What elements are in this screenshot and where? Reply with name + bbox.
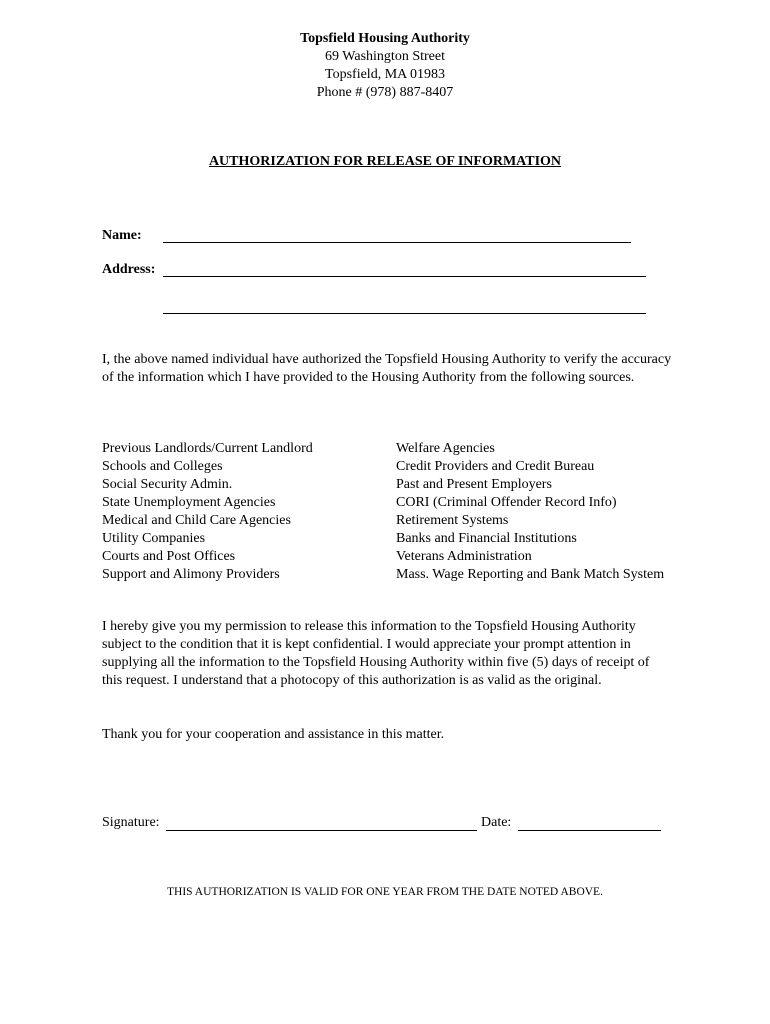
phone-number: Phone # (978) 887-8407 xyxy=(316,85,454,100)
date-field-line[interactable] xyxy=(518,830,661,831)
list-item: Past and Present Employers xyxy=(396,477,552,492)
list-item: Mass. Wage Reporting and Bank Match System xyxy=(396,567,665,582)
sources-left-column xyxy=(102,440,313,584)
name-label: Name: xyxy=(102,228,142,243)
document-title: AUTHORIZATION FOR RELEASE OF INFORMATION xyxy=(208,154,562,169)
list-item: Medical and Child Care Agencies xyxy=(102,513,291,528)
organization-name: Topsfield Housing Authority xyxy=(300,31,470,46)
list-item: Banks and Financial Institutions xyxy=(396,531,577,546)
intro-paragraph: I, the above named individual have authorized the Topsfield Housing Authority to verify the accuracy of the information which I have provided to the Housing Authority from the following sources. xyxy=(102,352,672,385)
thanks-paragraph: Thank you for your cooperation and assistance in this matter. xyxy=(102,727,445,742)
list-item: Previous Landlords/Current Landlord xyxy=(102,441,313,456)
list-item: Courts and Post Offices xyxy=(102,549,236,564)
name-field-line[interactable] xyxy=(163,242,631,243)
list-item: Retirement Systems xyxy=(396,513,509,528)
permission-paragraph: I hereby give you my permission to release this information to the Topsfield Housing Authority subject to the condition that it is kept confidential. I would appreciate your prompt attention in supplying all the information to the Topsfield Housing Authority within five (5) days of receipt of this request. I understand that a photocopy of this authorization is as valid as the original. xyxy=(102,619,650,688)
list-item: CORI (Criminal Offender Record Info) xyxy=(396,495,617,510)
list-item: Social Security Admin. xyxy=(102,477,233,492)
validity-notice: THIS AUTHORIZATION IS VALID FOR ONE YEAR FROM THE DATE NOTED ABOVE. xyxy=(167,886,603,898)
letterhead xyxy=(0,30,770,102)
list-item: Support and Alimony Providers xyxy=(102,567,280,582)
signature-label: Signature: xyxy=(102,815,160,830)
list-item: Credit Providers and Credit Bureau xyxy=(396,459,595,474)
city-state-zip: Topsfield, MA 01983 xyxy=(325,67,445,82)
address-field-line-1[interactable] xyxy=(163,276,646,277)
list-item: Veterans Administration xyxy=(396,549,532,564)
address-field-line-2[interactable] xyxy=(163,313,646,314)
signature-field-line[interactable] xyxy=(166,830,477,831)
address-label: Address: xyxy=(102,262,156,277)
list-item: State Unemployment Agencies xyxy=(102,495,276,510)
list-item: Utility Companies xyxy=(102,531,206,546)
list-item: Schools and Colleges xyxy=(102,459,223,474)
date-label: Date: xyxy=(481,815,512,830)
list-item: Welfare Agencies xyxy=(396,441,495,456)
sources-right-column xyxy=(396,440,664,584)
street-address: 69 Washington Street xyxy=(325,49,445,64)
